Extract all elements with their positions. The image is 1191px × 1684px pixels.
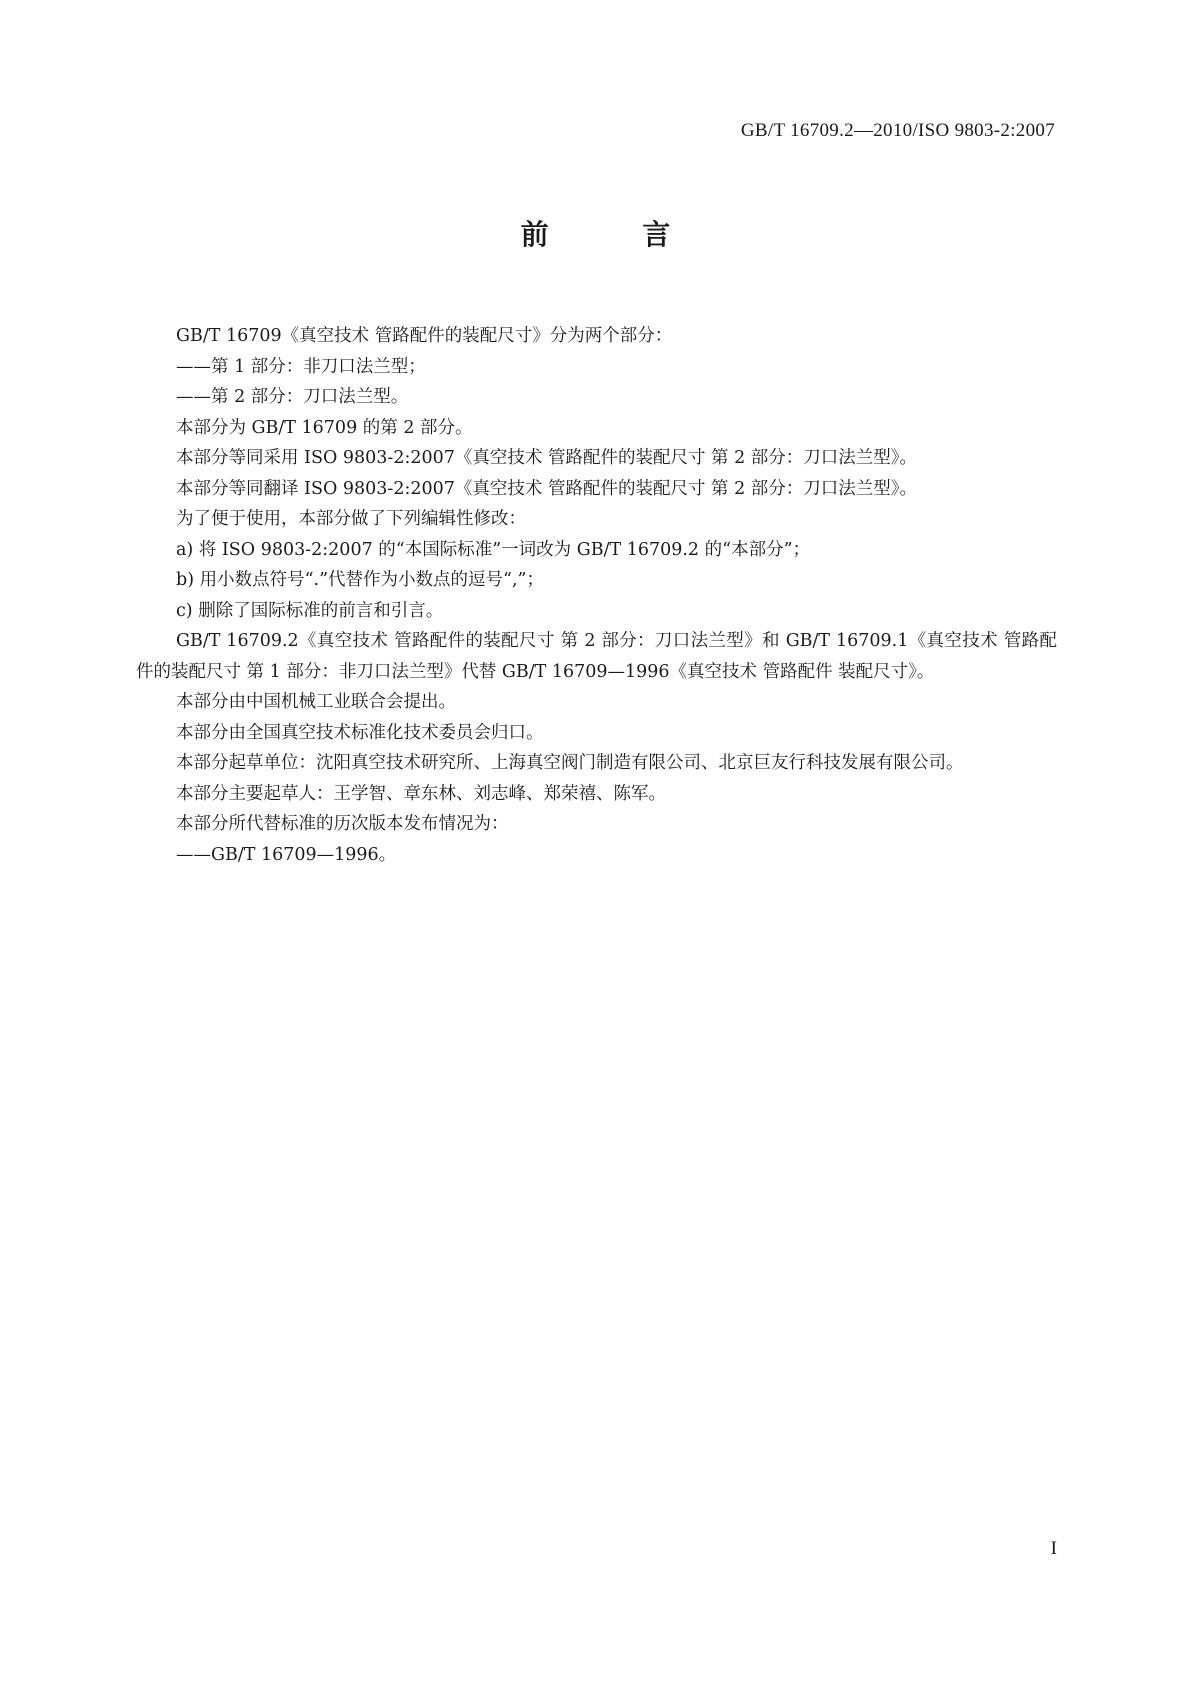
list-item-edit-c: c) 删除了国际标准的前言和引言。 <box>176 600 444 621</box>
paragraph-this-part: 本部分为 GB/T 16709 的第 2 部分。 <box>176 417 473 438</box>
paragraph-proposed-by: 本部分由中国机械工业联合会提出。 <box>176 692 456 712</box>
paragraph-edits-intro: 为了便于使用，本部分做了下列编辑性修改： <box>176 509 526 529</box>
paragraph-drafting-units: 本部分起草单位：沈阳真空技术研究所、上海真空阀门制造有限公司、北京巨友行科技发展有限公司。 <box>176 753 964 773</box>
list-item-edit-a: a) 将 ISO 9803-2:2007 的“本国际标准”一词改为 GB/T 16709.2 的“本部分”； <box>176 539 811 560</box>
paragraph-parts-intro: GB/T 16709《真空技术 管路配件的装配尺寸》分为两个部分： <box>176 326 673 346</box>
paragraph-history-intro: 本部分所代替标准的历次版本发布情况为： <box>176 814 509 834</box>
foreword-body <box>136 321 1057 870</box>
list-item-part-2: ——第 2 部分：刀口法兰型。 <box>176 387 409 407</box>
page-title: 前 言 <box>520 218 713 251</box>
paragraph-translation: 本部分等同翻译 ISO 9803-2:2007《真空技术 管路配件的装配尺寸 第 2 部分：刀口法兰型》。 <box>176 478 918 499</box>
list-item-edit-b: b) 用小数点符号“.”代替作为小数点的逗号“,”； <box>176 570 545 590</box>
paragraph-centralized-by: 本部分由全国真空技术标准化技术委员会归口。 <box>176 722 544 743</box>
standard-number-header: GB/T 16709.2—2010/ISO 9803-2:2007 <box>740 120 1055 141</box>
paragraph-replacement: GB/T 16709.2《真空技术 管路配件的装配尺寸 第 2 部分：刀口法兰型》和 GB/T 16709.1《真空技术 管路配件的装配尺寸 第 1 部分：非刀口法兰型》代替 GB/T 16709—1996《真空技术 管路配件 装配尺寸》。 <box>136 631 1057 682</box>
list-item-part-1: ——第 1 部分：非刀口法兰型； <box>176 356 426 377</box>
paragraph-drafters: 本部分主要起草人：王学智、章东林、刘志峰、郑荣禧、陈军。 <box>176 783 666 804</box>
paragraph-adoption: 本部分等同采用 ISO 9803-2:2007《真空技术 管路配件的装配尺寸 第 2 部分：刀口法兰型》。 <box>176 448 918 468</box>
list-item-history: ——GB/T 16709—1996。 <box>176 844 397 865</box>
page-number: I <box>1050 1538 1057 1559</box>
